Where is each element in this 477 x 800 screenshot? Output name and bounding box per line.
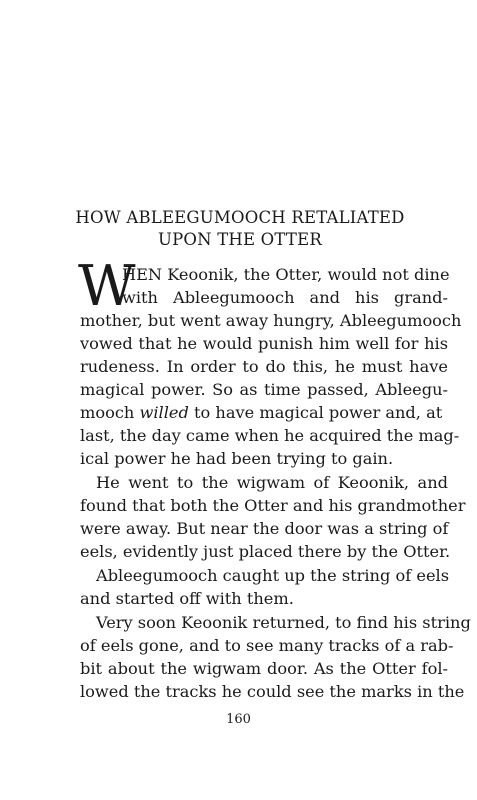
paragraph-1-line-8: last, the day came when he acquired the mag- [80, 426, 460, 445]
chapter-title-line-1: HOW ABLEEGUMOOCH RETALIATED [75, 208, 405, 227]
drop-cap: W [78, 254, 136, 319]
paragraph-2-line-2: found that both the Otter and his grandmother [80, 496, 466, 515]
paragraph-3-line-2: and started off with them. [80, 589, 294, 608]
paragraph-1-line-2: with Ableegumooch and his grand- [122, 288, 448, 307]
paragraph-2-line-1: He went to the wigwam of Keoonik, and [96, 473, 448, 492]
paragraph-1-line-4: vowed that he would punish him well for his [80, 334, 448, 353]
paragraph-1-line-5: rudeness. In order to do this, he must have [80, 357, 448, 376]
paragraph-3-line-1: Ableegumooch caught up the string of eels [96, 566, 450, 585]
line-7-end: to have magical power and, at [194, 403, 443, 422]
paragraph-2-line-3: were away. But near the door was a string of [80, 519, 449, 538]
paragraph-1-line-1: HEN Keoonik, the Otter, would not dine [122, 265, 450, 284]
paragraph-4-line-1: Very soon Keoonik returned, to find his string [96, 613, 471, 632]
paragraph-1-line-6: magical power. So as time passed, Ableegu- [80, 380, 448, 399]
emphasized-word: willed [139, 403, 189, 422]
chapter-title-line-2: UPON THE OTTER [157, 230, 322, 249]
page-number: 160 [226, 712, 251, 727]
paragraph-2-line-4: eels, evidently just placed there by the Otter. [80, 542, 451, 561]
paragraph-4-line-4: lowed the tracks he could see the marks in the [80, 682, 465, 701]
paragraph-1-line-3: mother, but went away hungry, Ableegumooch [80, 311, 462, 330]
paragraph-1-line-7 [80, 402, 448, 424]
paragraph-4-line-3: bit about the wigwam door. As the Otter fol- [80, 659, 448, 678]
line-7-start: mooch [80, 403, 135, 422]
paragraph-4-line-2: of eels gone, and to see many tracks of a rab- [80, 636, 454, 655]
paragraph-1-line-9: ical power he had been trying to gain. [80, 449, 394, 468]
